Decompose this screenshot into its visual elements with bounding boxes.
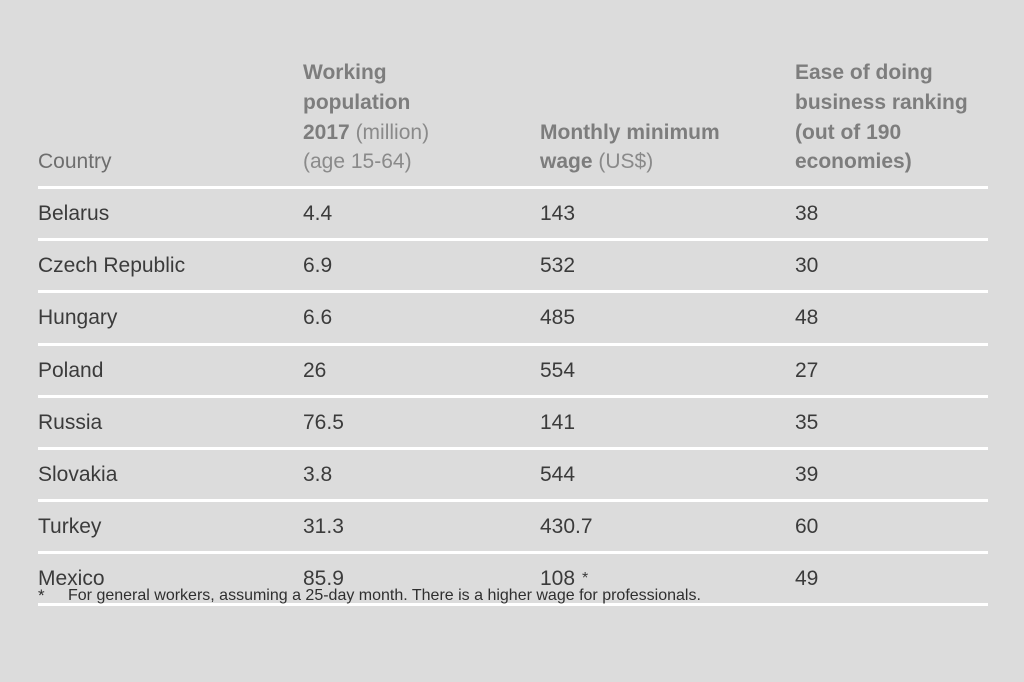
column-header-country-label: Country	[38, 150, 112, 174]
cell-population: 76.5	[303, 396, 540, 448]
population-header-line3: 2017	[303, 120, 356, 144]
table-row	[38, 448, 988, 500]
column-header-ease-of-doing-business	[795, 58, 988, 188]
cell-wage-note: *	[582, 569, 589, 587]
wage-header-line2: wage	[540, 150, 599, 174]
table-row	[38, 344, 988, 396]
comparison-table	[38, 58, 988, 606]
table-body	[38, 188, 988, 605]
ease-header-line2: business ranking	[795, 90, 968, 114]
cell-wage-value: 141	[540, 410, 576, 434]
cell-country: Turkey	[38, 500, 303, 552]
cell-country: Hungary	[38, 292, 303, 344]
table-header	[38, 58, 988, 188]
wage-header-line1: Monthly minimum	[540, 120, 720, 144]
cell-ease-ranking: 38	[795, 188, 988, 240]
cell-wage	[540, 500, 795, 552]
ease-header-line3: (out of 190	[795, 120, 902, 144]
table-header-row	[38, 58, 988, 188]
cell-wage-value: 108	[540, 566, 576, 590]
table-row	[38, 292, 988, 344]
cell-population: 26	[303, 344, 540, 396]
cell-ease-ranking: 60	[795, 500, 988, 552]
table-footnote	[38, 586, 988, 607]
data-table-container	[38, 58, 988, 606]
ease-header-line1: Ease of doing	[795, 61, 933, 84]
cell-country: Belarus	[38, 188, 303, 240]
cell-population: 6.9	[303, 240, 540, 292]
cell-ease-ranking: 30	[795, 240, 988, 292]
table-row	[38, 240, 988, 292]
column-header-country	[38, 58, 303, 188]
cell-ease-ranking: 27	[795, 344, 988, 396]
cell-population: 85.9	[303, 552, 540, 604]
cell-wage	[540, 292, 795, 344]
ease-header-line4: economies)	[795, 150, 912, 174]
cell-country: Slovakia	[38, 448, 303, 500]
cell-wage	[540, 344, 795, 396]
cell-wage-value: 554	[540, 358, 576, 382]
cell-country: Russia	[38, 396, 303, 448]
footnote-text: For general workers, assuming a 25-day month. There is a higher wage for professionals.	[68, 587, 701, 604]
column-header-working-population	[303, 58, 540, 188]
table-row	[38, 500, 988, 552]
population-header-unit: (million)	[355, 120, 430, 144]
population-header-line1: Working	[303, 61, 387, 84]
cell-ease-ranking: 48	[795, 292, 988, 344]
cell-population: 31.3	[303, 500, 540, 552]
cell-wage	[540, 240, 795, 292]
cell-wage-value: 532	[540, 254, 576, 278]
cell-wage	[540, 188, 795, 240]
cell-ease-ranking: 49	[795, 552, 988, 604]
cell-population: 3.8	[303, 448, 540, 500]
table-row	[38, 396, 988, 448]
cell-country: Czech Republic	[38, 240, 303, 292]
cell-wage-value: 430.7	[540, 514, 593, 538]
cell-population: 6.6	[303, 292, 540, 344]
cell-wage-value: 544	[540, 462, 576, 486]
wage-header-unit: (US$)	[598, 150, 654, 174]
cell-wage	[540, 396, 795, 448]
cell-wage-value: 143	[540, 202, 576, 226]
cell-wage	[540, 448, 795, 500]
table-row	[38, 188, 988, 240]
cell-ease-ranking: 39	[795, 448, 988, 500]
cell-country: Mexico	[38, 552, 303, 604]
population-header-age-range: (age 15-64)	[303, 150, 412, 174]
footnote-marker: *	[38, 586, 45, 605]
cell-country: Poland	[38, 344, 303, 396]
cell-population: 4.4	[303, 188, 540, 240]
cell-wage-value: 485	[540, 306, 576, 330]
column-header-monthly-minimum-wage	[540, 58, 795, 188]
population-header-line2: population	[303, 90, 411, 114]
cell-ease-ranking: 35	[795, 396, 988, 448]
